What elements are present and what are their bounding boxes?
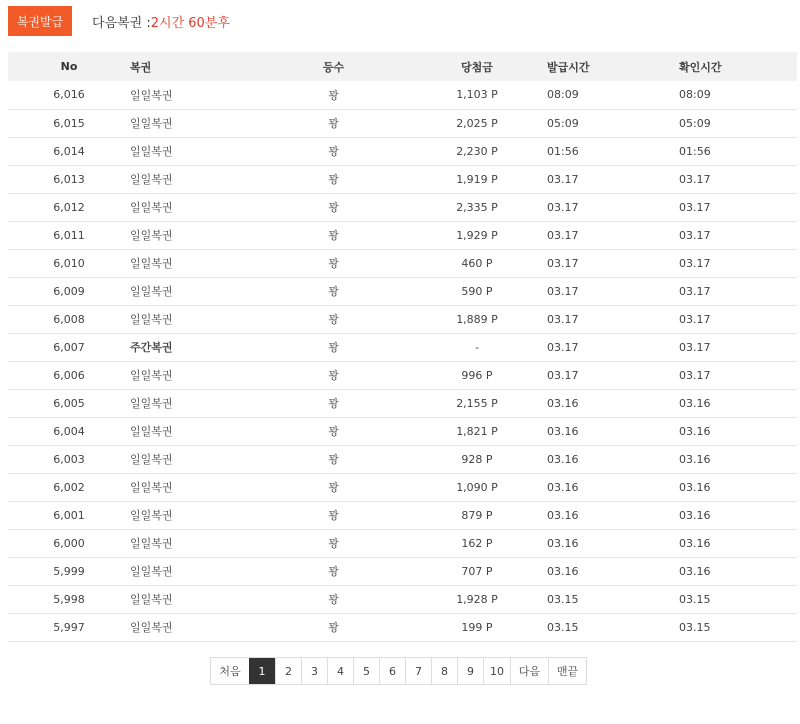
table-row (8, 473, 797, 501)
table-row (8, 305, 797, 333)
cell-prize: 1,090 P (456, 480, 498, 494)
table-body (8, 81, 797, 641)
cell-prize: 199 P (461, 620, 493, 634)
cell-prize: 2,335 P (456, 200, 498, 214)
cell-no: 5,999 (53, 564, 85, 578)
column-header-grade: 등수 (322, 60, 345, 74)
cell-issued-time: 03.16 (547, 480, 579, 494)
cell-no: 6,000 (53, 536, 85, 550)
table-row (8, 109, 797, 137)
page-button-7[interactable]: 7 (405, 658, 431, 684)
cell-issued-time: 03.16 (547, 396, 579, 410)
table-row (8, 277, 797, 305)
cell-checked-time: 03.15 (679, 592, 711, 606)
cell-prize: 1,919 P (456, 172, 498, 186)
cell-grade: 꽝 (328, 397, 339, 410)
table-row (8, 529, 797, 557)
cell-checked-time: 03.16 (679, 564, 711, 578)
cell-lottery-name: 일일복권 (130, 509, 173, 522)
cell-issued-time: 03.16 (547, 424, 579, 438)
page-button-3[interactable]: 3 (301, 658, 327, 684)
table-row (8, 361, 797, 389)
cell-prize: - (475, 340, 479, 354)
cell-grade: 꽝 (328, 117, 339, 130)
cell-prize: 996 P (461, 368, 493, 382)
cell-prize: 2,230 P (456, 144, 498, 158)
cell-lottery-name: 일일복권 (130, 593, 173, 606)
cell-lottery-name: 일일복권 (130, 453, 173, 466)
cell-checked-time: 03.16 (679, 424, 711, 438)
cell-checked-time: 03.15 (679, 620, 711, 634)
cell-grade: 꽝 (328, 341, 339, 354)
cell-lottery-name: 일일복권 (130, 565, 173, 578)
cell-prize: 928 P (461, 452, 493, 466)
cell-checked-time: 03.17 (679, 340, 711, 354)
table-row (8, 585, 797, 613)
cell-lottery-name: 일일복권 (130, 537, 173, 550)
cell-checked-time: 03.17 (679, 200, 711, 214)
cell-grade: 꽝 (328, 481, 339, 494)
cell-checked-time: 03.16 (679, 536, 711, 550)
cell-no: 6,009 (53, 284, 85, 298)
cell-prize: 2,155 P (456, 396, 498, 410)
cell-prize: 590 P (461, 284, 493, 298)
cell-issued-time: 05:09 (547, 116, 579, 130)
issue-lottery-button[interactable]: 복권발급 (8, 6, 72, 36)
cell-lottery-name: 일일복권 (130, 425, 173, 438)
page-button-4[interactable]: 4 (327, 658, 353, 684)
table-row (8, 333, 797, 361)
cell-checked-time: 03.17 (679, 368, 711, 382)
cell-issued-time: 03.15 (547, 620, 579, 634)
cell-issued-time: 03.16 (547, 508, 579, 522)
cell-checked-time: 03.17 (679, 284, 711, 298)
table-row (8, 221, 797, 249)
cell-prize: 1,889 P (456, 312, 498, 326)
page-first-button[interactable]: 처음 (219, 665, 241, 678)
cell-lottery-name: 일일복권 (130, 621, 173, 634)
table-row (8, 501, 797, 529)
cell-no: 6,008 (53, 312, 85, 326)
cell-grade: 꽝 (328, 537, 339, 550)
cell-no: 6,002 (53, 480, 85, 494)
cell-issued-time: 03.17 (547, 256, 579, 270)
cell-checked-time: 01:56 (679, 144, 711, 158)
cell-no: 6,006 (53, 368, 85, 382)
cell-checked-time: 05:09 (679, 116, 711, 130)
cell-issued-time: 03.17 (547, 284, 579, 298)
table-row (8, 193, 797, 221)
table-row (8, 389, 797, 417)
cell-lottery-name: 일일복권 (130, 173, 173, 186)
column-header-lottery: 복권 (130, 60, 152, 74)
page-button-2[interactable]: 2 (275, 658, 301, 684)
cell-lottery-name: 일일복권 (130, 229, 173, 242)
cell-checked-time: 03.16 (679, 480, 711, 494)
cell-grade: 꽝 (328, 313, 339, 326)
page-last-button[interactable]: 맨끝 (548, 658, 586, 684)
table-header-row (8, 52, 797, 81)
cell-issued-time: 03.16 (547, 564, 579, 578)
cell-no: 5,997 (53, 620, 85, 634)
cell-prize: 1,929 P (456, 228, 498, 242)
table-row (8, 137, 797, 165)
lottery-history-table (8, 52, 797, 642)
cell-prize: 1,821 P (456, 424, 498, 438)
cell-grade: 꽝 (328, 285, 339, 298)
cell-checked-time: 08:09 (679, 88, 711, 102)
table-row (8, 81, 797, 109)
page-button-1[interactable]: 1 (249, 658, 275, 684)
cell-no: 6,011 (53, 228, 85, 242)
column-header-prize: 당첨금 (461, 60, 493, 74)
cell-issued-time: 01:56 (547, 144, 579, 158)
cell-lottery-name: 일일복권 (130, 201, 173, 214)
cell-checked-time: 03.17 (679, 312, 711, 326)
cell-no: 6,005 (53, 396, 85, 410)
cell-issued-time: 03.16 (547, 536, 579, 550)
cell-no: 6,013 (53, 172, 85, 186)
cell-grade: 꽝 (328, 621, 339, 634)
cell-no: 6,004 (53, 424, 85, 438)
cell-prize: 460 P (461, 256, 493, 270)
table-row (8, 417, 797, 445)
cell-grade: 꽝 (328, 257, 339, 270)
table-row (8, 445, 797, 473)
page-next-button[interactable]: 다음 (510, 658, 548, 684)
cell-no: 6,007 (53, 340, 85, 354)
column-header-checked-time: 확인시간 (679, 60, 722, 74)
cell-prize: 1,928 P (456, 592, 498, 606)
table-row (8, 165, 797, 193)
cell-no: 6,003 (53, 452, 85, 466)
cell-issued-time: 03.17 (547, 340, 579, 354)
cell-issued-time: 03.17 (547, 172, 579, 186)
cell-checked-time: 03.17 (679, 172, 711, 186)
cell-no: 5,998 (53, 592, 85, 606)
cell-lottery-name: 일일복권 (130, 117, 173, 130)
cell-lottery-name: 주간복권 (130, 341, 173, 354)
cell-checked-time: 03.17 (679, 256, 711, 270)
page-button-6[interactable]: 6 (379, 658, 405, 684)
next-lottery-time: 2시간 60분후 (150, 15, 230, 31)
top-bar (8, 6, 230, 36)
page-number-group (249, 658, 510, 684)
cell-lottery-name: 일일복권 (130, 369, 173, 382)
cell-prize: 879 P (461, 508, 493, 522)
column-header-no: No (60, 60, 78, 73)
cell-issued-time: 03.17 (547, 228, 579, 242)
cell-no: 6,015 (53, 116, 85, 130)
page-button-8[interactable]: 8 (431, 658, 457, 684)
pagination (210, 657, 587, 685)
table-row (8, 613, 797, 641)
cell-prize: 2,025 P (456, 116, 498, 130)
cell-grade: 꽝 (328, 369, 339, 382)
cell-issued-time: 03.16 (547, 452, 579, 466)
cell-issued-time: 03.17 (547, 200, 579, 214)
cell-lottery-name: 일일복권 (130, 481, 173, 494)
cell-lottery-name: 일일복권 (130, 397, 173, 410)
table-row (8, 249, 797, 277)
page-button-9[interactable]: 9 (457, 658, 483, 684)
cell-issued-time: 03.17 (547, 312, 579, 326)
cell-grade: 꽝 (328, 88, 339, 102)
cell-no: 6,010 (53, 256, 85, 270)
page-button-10[interactable]: 10 (483, 658, 510, 684)
cell-lottery-name: 일일복권 (130, 313, 173, 326)
cell-grade: 꽝 (328, 145, 339, 158)
cell-issued-time: 03.17 (547, 368, 579, 382)
table-row (8, 557, 797, 585)
cell-grade: 꽝 (328, 229, 339, 242)
cell-prize: 707 P (461, 564, 493, 578)
cell-prize: 1,103 P (456, 88, 498, 102)
cell-grade: 꽝 (328, 593, 339, 606)
cell-grade: 꽝 (328, 509, 339, 522)
cell-grade: 꽝 (328, 425, 339, 438)
cell-checked-time: 03.16 (679, 396, 711, 410)
cell-checked-time: 03.16 (679, 452, 711, 466)
column-header-issued-time: 발급시간 (547, 60, 590, 74)
cell-grade: 꽝 (328, 201, 339, 214)
cell-prize: 162 P (461, 536, 493, 550)
cell-no: 6,001 (53, 508, 85, 522)
cell-no: 6,014 (53, 144, 85, 158)
cell-lottery-name: 일일복권 (130, 88, 173, 102)
next-lottery-label: 다음복권 : (92, 15, 151, 31)
cell-checked-time: 03.16 (679, 508, 711, 522)
cell-grade: 꽝 (328, 173, 339, 186)
cell-issued-time: 03.15 (547, 592, 579, 606)
cell-lottery-name: 일일복권 (130, 145, 173, 158)
cell-no: 6,016 (53, 88, 85, 102)
cell-checked-time: 03.17 (679, 228, 711, 242)
cell-grade: 꽝 (328, 453, 339, 466)
cell-grade: 꽝 (328, 565, 339, 578)
cell-lottery-name: 일일복권 (130, 285, 173, 298)
cell-lottery-name: 일일복권 (130, 257, 173, 270)
cell-issued-time: 08:09 (547, 88, 579, 102)
cell-no: 6,012 (53, 200, 85, 214)
page-button-5[interactable]: 5 (353, 658, 379, 684)
